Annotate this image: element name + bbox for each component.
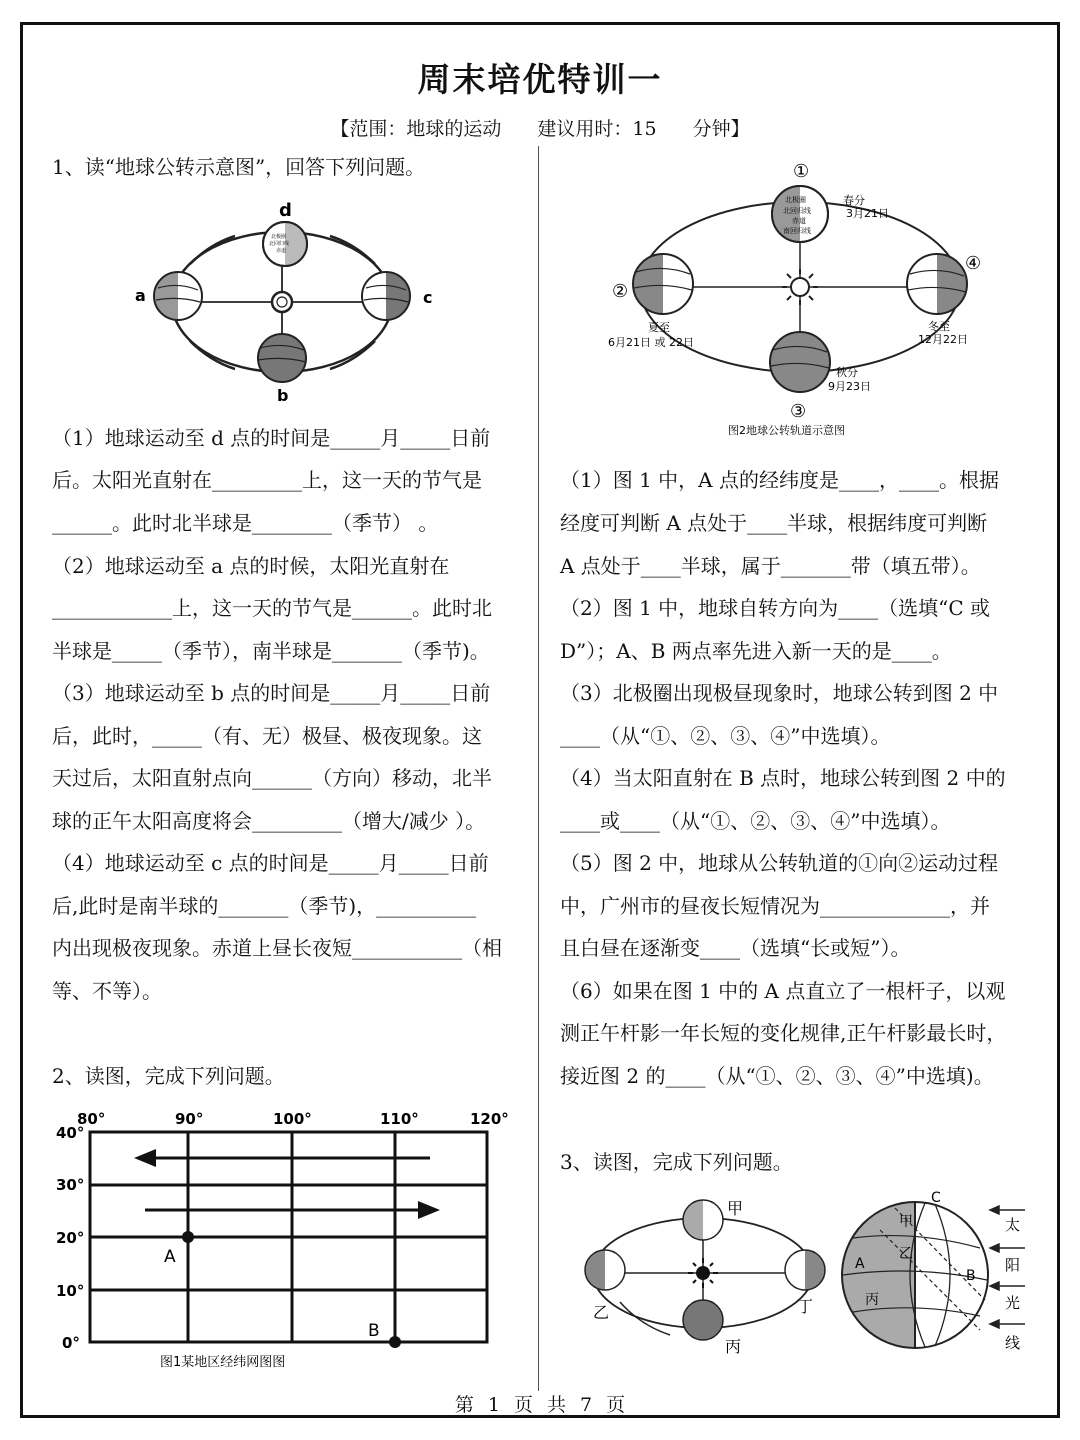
svg-text:100°: 100° [273,1110,312,1128]
svg-text:③: ③ [790,401,807,422]
svg-text:夏至: 夏至 [648,321,670,334]
svg-text:80°: 80° [77,1110,106,1128]
svg-text:北极圈: 北极圈 [785,196,806,204]
q1-label-b: b [277,386,289,405]
q1-label-d: d [279,200,292,221]
q3-globe-ding [785,1250,825,1290]
q3-globe-yi [585,1250,625,1290]
point-a-label: A [164,1247,176,1267]
fig2-globe-3 [770,332,830,392]
svg-text:B: B [966,1268,976,1284]
svg-text:30°: 30° [56,1176,85,1194]
q1-label-a: a [135,286,146,305]
svg-text:9月23日: 9月23日 [828,380,871,393]
svg-text:①: ① [793,161,810,182]
svg-text:3月21日: 3月21日 [846,207,889,220]
q1-heading: 1、读“地球公转示意图”，回答下列问题。 [52,155,426,179]
svg-text:赤道: 赤道 [792,217,806,225]
svg-text:春分: 春分 [843,194,865,207]
q1-label-c: c [423,288,433,307]
point-b-dot [389,1336,401,1348]
svg-text:110°: 110° [380,1110,419,1128]
svg-text:乙: 乙 [593,1303,610,1322]
svg-text:北极圈: 北极圈 [271,234,287,240]
orbit-figure-2 [600,152,1000,447]
svg-text:6月21日 或 22日: 6月21日 或 22日 [608,336,694,349]
svg-text:太: 太 [1005,1216,1021,1234]
svg-text:阳: 阳 [1005,1256,1021,1274]
q1-globe-b [258,334,306,382]
svg-text:赤道: 赤道 [276,248,287,254]
q1-globe-d [263,222,307,266]
fig1-caption: 图1某地区经纬网图图 [160,1355,286,1370]
fig2-globe-2 [633,254,693,314]
svg-text:甲: 甲 [899,1214,913,1230]
svg-text:120°: 120° [470,1110,509,1128]
svg-text:乙: 乙 [899,1246,913,1262]
svg-text:秋分: 秋分 [836,366,858,379]
svg-text:北回归线: 北回归线 [783,207,811,215]
svg-text:北回归线: 北回归线 [269,241,290,247]
page-title: 周末培优特训一 [417,60,663,99]
q2-heading: 2、读图，完成下列问题。 [52,1064,285,1088]
q1-globe-a [154,272,202,320]
q1-orbit-figure [130,196,450,406]
svg-text:④: ④ [965,253,982,274]
q3-globe-figure [835,1190,1040,1360]
svg-text:90°: 90° [175,1110,204,1128]
graticule-figure [40,1100,530,1380]
q3-globe-jia [683,1200,723,1240]
svg-text:线: 线 [1005,1334,1021,1352]
svg-text:南回归线: 南回归线 [783,227,811,235]
page-subtitle: 【范围：地球的运动 建议用时：15 分钟】 [330,118,750,140]
column-divider [538,146,539,1391]
svg-text:40°: 40° [56,1124,85,1142]
svg-text:12月22日: 12月22日 [918,333,968,346]
svg-text:丙: 丙 [725,1337,742,1356]
page-footer: 第 1 页 共 7 页 [454,1394,626,1416]
fig2-caption: 图2地球公转轨道示意图 [728,424,845,437]
svg-text:10°: 10° [56,1282,85,1300]
svg-text:20°: 20° [56,1229,85,1247]
point-a-dot [182,1231,194,1243]
svg-text:甲: 甲 [727,1199,744,1218]
q3-heading: 3、读图，完成下列问题。 [560,1150,793,1174]
svg-text:0°: 0° [62,1334,80,1352]
fig2-globe-4 [907,254,967,314]
svg-text:丙: 丙 [865,1292,879,1308]
svg-text:C: C [931,1190,941,1206]
svg-text:光: 光 [1005,1294,1021,1312]
svg-text:丁: 丁 [797,1297,814,1316]
q3-globe-bing [683,1300,723,1340]
svg-text:A: A [855,1256,865,1272]
point-b-label: B [368,1321,380,1341]
fig2-globe-1 [772,186,828,242]
q1-globe-c [362,272,410,320]
svg-text:②: ② [612,281,629,302]
svg-text:冬至: 冬至 [928,320,950,333]
q3-orbit-figure [575,1190,835,1360]
